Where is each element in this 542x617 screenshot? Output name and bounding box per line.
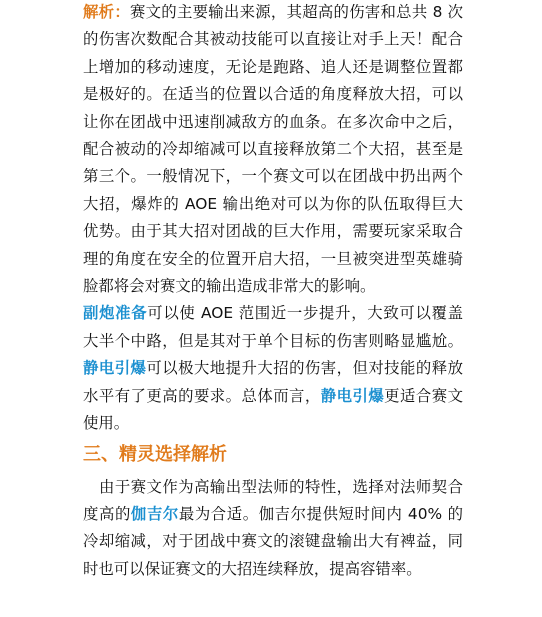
highlight-jingdian-1: 静电引爆: [83, 359, 147, 378]
article-page: [83, 0, 463, 583]
highlight-jingdian-2: 静电引爆: [320, 386, 385, 405]
highlight-fupao: 副炮准备: [83, 304, 148, 323]
spirit-text-1: 由于赛文作为高输出型法师的特性，选择对法师契合度高的: [83, 477, 463, 523]
highlight-jiajier: 伽吉尔: [130, 504, 179, 523]
spirit-text-2: 最为合适。伽吉尔提供短时间内 40% 的冷却缩减，对于团战中赛文的滚键盘输出大有裨益，同时也可以保证赛文的大招连续释放，提高容错率。: [83, 504, 463, 578]
rune-text-1: 可以使 AOE 范围近一步提升，大致可以覆盖大半个中路，但是其对于单个目标的伤害则略显尴尬。: [83, 304, 463, 350]
rune-paragraph: [83, 300, 463, 437]
analysis-label: 解析：: [83, 3, 130, 21]
section-heading: 三、精灵选择解析: [83, 443, 227, 465]
analysis-paragraph: [83, 0, 463, 300]
rune-text-3: 更适合赛文使用。: [83, 386, 463, 433]
analysis-text: 赛文的主要输出来源，其超高的伤害和总共 8 次的伤害次数配合其被动技能可以直接让对手上天！配合上增加的移动速度，无论是跑路、追人还是调整位置都是极好的。在适当的位置以合适的角度释放大招，可以让你在团战中迅速削减敌方的血条。在多次命中之后，配合被动的冷却缩减可以直接释放第二个大招，甚至是第三个。一般情况下，一个赛文可以在团战中扔出两个大招，爆炸的 AOE 输出绝对可以为你的队伍取得巨大优势。由于其大招对团战的巨大作用，需要玩家采取合理的角度在安全的位置开启大招，一旦被突进型英雄骑脸都将会对赛文的输出造成非常大的影响。: [83, 3, 463, 296]
rune-text-2: 可以极大地提升大招的伤害，但对技能的释放水平有了更高的要求。总体而言，: [83, 359, 463, 405]
spirit-paragraph: [83, 474, 463, 584]
